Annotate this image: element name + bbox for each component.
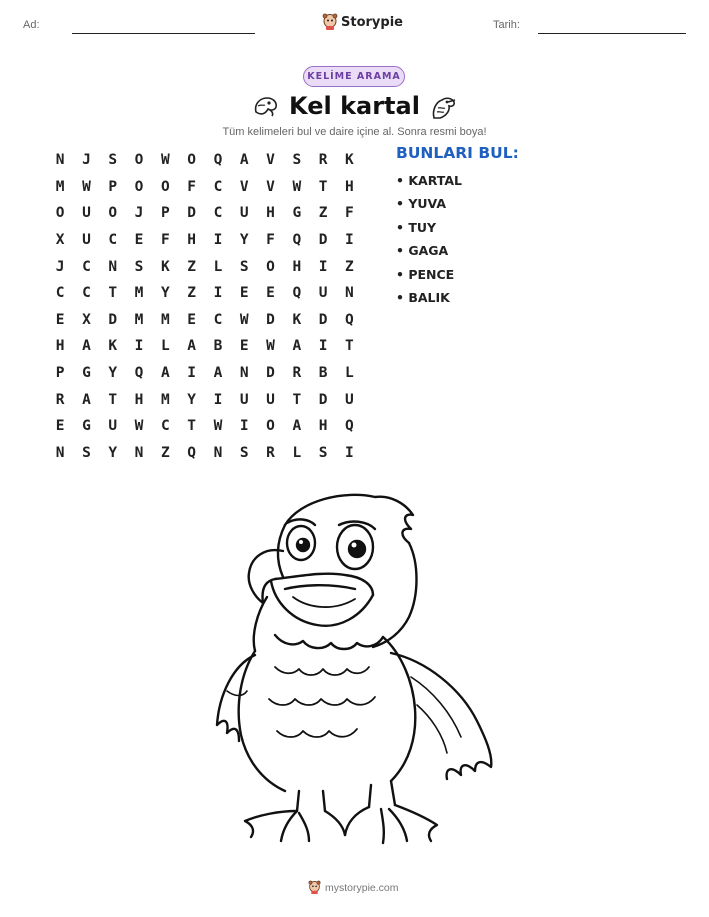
footer: [308, 880, 399, 895]
grid-cell[interactable]: I: [318, 338, 328, 355]
grid-cell[interactable]: N: [213, 444, 223, 461]
grid-cell[interactable]: E: [266, 285, 275, 302]
grid-cell[interactable]: H: [345, 178, 354, 195]
grid-cell[interactable]: I: [345, 444, 354, 461]
grid-cell[interactable]: J: [55, 258, 65, 275]
grid-cell[interactable]: A: [213, 365, 223, 382]
grid-cell[interactable]: H: [187, 232, 196, 249]
grid-cell[interactable]: A: [292, 338, 302, 355]
grid-cell[interactable]: G: [292, 205, 302, 222]
grid-cell[interactable]: F: [345, 205, 354, 222]
grid-cell[interactable]: D: [108, 311, 118, 328]
grid-cell[interactable]: P: [108, 178, 118, 195]
grid-cell[interactable]: O: [134, 178, 144, 195]
grid-cell[interactable]: Y: [239, 232, 249, 249]
grid-cell[interactable]: U: [345, 391, 354, 408]
page-title: Kel kartal: [289, 92, 420, 120]
grid-cell[interactable]: U: [266, 391, 275, 408]
grid-cell[interactable]: J: [134, 205, 144, 222]
grid-cell[interactable]: M: [55, 178, 65, 195]
name-label: Ad:: [23, 19, 40, 31]
activity-badge: KELİME ARAMA: [303, 66, 405, 87]
grid-cell[interactable]: K: [160, 258, 170, 275]
grid-cell[interactable]: A: [239, 152, 249, 169]
grid-cell[interactable]: N: [134, 444, 144, 461]
storypie-mascot-icon: [308, 880, 321, 895]
grid-cell[interactable]: K: [345, 152, 354, 169]
grid-cell[interactable]: I: [213, 391, 223, 408]
grid-cell[interactable]: E: [239, 285, 249, 302]
grid-cell[interactable]: M: [134, 311, 144, 328]
storypie-mascot-icon: [322, 13, 338, 31]
grid-cell[interactable]: X: [82, 311, 91, 328]
grid-cell[interactable]: Y: [108, 365, 118, 382]
grid-cell[interactable]: I: [213, 285, 223, 302]
grid-cell[interactable]: Z: [187, 258, 196, 275]
grid-cell[interactable]: T: [108, 391, 118, 408]
grid-cell[interactable]: D: [318, 311, 328, 328]
grid-cell[interactable]: Z: [345, 258, 354, 275]
grid-cell[interactable]: U: [318, 285, 328, 302]
grid-cell[interactable]: I: [134, 338, 144, 355]
grid-cell[interactable]: V: [266, 152, 275, 169]
word-list-item: • BALIK: [396, 289, 450, 305]
grid-cell[interactable]: A: [292, 418, 302, 435]
word-list-item: • PENCE: [396, 266, 455, 282]
grid-cell[interactable]: N: [55, 152, 65, 169]
footer-url: mystorypie.com: [325, 881, 399, 894]
grid-cell[interactable]: G: [82, 365, 91, 382]
grid-cell[interactable]: V: [239, 178, 249, 195]
grid-cell[interactable]: A: [82, 391, 91, 408]
grid-cell[interactable]: A: [160, 365, 170, 382]
grid-cell[interactable]: I: [213, 232, 223, 249]
grid-cell[interactable]: T: [108, 285, 118, 302]
grid-cell[interactable]: S: [318, 444, 328, 461]
grid-cell[interactable]: R: [318, 152, 328, 169]
grid-cell[interactable]: H: [292, 258, 302, 275]
grid-cell[interactable]: R: [292, 365, 302, 382]
grid-cell[interactable]: Q: [345, 418, 354, 435]
grid-cell[interactable]: A: [187, 338, 196, 355]
grid-cell[interactable]: U: [108, 418, 118, 435]
grid-cell[interactable]: C: [82, 258, 91, 275]
grid-cell[interactable]: K: [292, 311, 302, 328]
grid-cell[interactable]: M: [160, 391, 170, 408]
word-list: [396, 172, 462, 312]
grid-cell[interactable]: C: [213, 205, 223, 222]
grid-cell[interactable]: O: [187, 152, 196, 169]
grid-cell[interactable]: S: [292, 152, 302, 169]
grid-cell[interactable]: H: [55, 338, 65, 355]
grid-cell[interactable]: C: [160, 418, 170, 435]
grid-cell[interactable]: D: [318, 391, 328, 408]
grid-cell[interactable]: W: [134, 418, 144, 435]
grid-cell[interactable]: O: [55, 205, 65, 222]
grid-cell[interactable]: D: [266, 311, 275, 328]
grid-cell[interactable]: O: [108, 205, 118, 222]
grid-cell[interactable]: I: [187, 365, 196, 382]
grid-cell[interactable]: S: [82, 444, 91, 461]
grid-cell[interactable]: K: [108, 338, 118, 355]
grid-cell[interactable]: E: [55, 418, 65, 435]
grid-cell[interactable]: L: [345, 365, 354, 382]
grid-cell[interactable]: O: [160, 178, 170, 195]
grid-cell[interactable]: B: [213, 338, 223, 355]
grid-cell[interactable]: Q: [345, 311, 354, 328]
grid-cell[interactable]: Q: [134, 365, 144, 382]
grid-cell[interactable]: S: [239, 258, 249, 275]
grid-cell[interactable]: U: [239, 205, 249, 222]
grid-cell[interactable]: U: [82, 232, 91, 249]
grid-cell[interactable]: F: [187, 178, 196, 195]
eagle-coloring-image: [205, 485, 505, 855]
grid-cell[interactable]: Z: [318, 205, 328, 222]
instructions: Tüm kelimeleri bul ve daire içine al. Sonra resmi boya!: [222, 126, 487, 138]
grid-cell[interactable]: Z: [187, 285, 196, 302]
grid-cell[interactable]: Q: [292, 285, 302, 302]
grid-cell[interactable]: C: [55, 285, 65, 302]
brand-name: Storypie: [341, 14, 403, 30]
grid-cell[interactable]: E: [134, 232, 144, 249]
grid-cell[interactable]: R: [55, 391, 65, 408]
grid-cell[interactable]: H: [266, 205, 275, 222]
word-list-item: • GAGA: [396, 243, 449, 259]
find-heading: BUNLARI BUL:: [396, 144, 519, 162]
grid-cell[interactable]: T: [292, 391, 302, 408]
grid-cell[interactable]: N: [239, 365, 249, 382]
name-line: [72, 33, 255, 34]
grid-cell[interactable]: L: [292, 444, 302, 461]
grid-cell[interactable]: N: [345, 285, 354, 302]
grid-cell[interactable]: N: [55, 444, 65, 461]
word-list-item: • KARTAL: [396, 173, 462, 188]
word-search-grid: [47, 147, 363, 466]
grid-cell[interactable]: D: [187, 205, 196, 222]
date-label: Tarih:: [493, 19, 520, 31]
grid-cell[interactable]: Z: [160, 444, 170, 461]
grid-cell[interactable]: O: [134, 152, 144, 169]
grid-cell[interactable]: H: [318, 418, 328, 435]
grid-cell[interactable]: R: [266, 444, 275, 461]
grid-cell[interactable]: Q: [213, 152, 223, 169]
grid-cell[interactable]: W: [266, 338, 275, 355]
grid-cell[interactable]: W: [160, 152, 170, 169]
grid-cell[interactable]: C: [108, 232, 118, 249]
grid-cell[interactable]: S: [134, 258, 144, 275]
grid-cell[interactable]: M: [160, 311, 170, 328]
grid-cell[interactable]: C: [213, 178, 223, 195]
date-line: [538, 33, 686, 34]
grid-cell[interactable]: Q: [292, 232, 302, 249]
grid-cell[interactable]: D: [266, 365, 275, 382]
grid-cell[interactable]: Y: [108, 444, 118, 461]
grid-cell[interactable]: D: [318, 232, 328, 249]
eagle-doodle-icon: [428, 94, 458, 122]
grid-cell[interactable]: Y: [187, 391, 196, 408]
word-list-item: • TUY: [396, 219, 437, 235]
brand: [322, 13, 403, 31]
grid-cell[interactable]: C: [82, 285, 91, 302]
grid-cell[interactable]: U: [82, 205, 91, 222]
grid-cell[interactable]: T: [187, 418, 196, 435]
grid-cell[interactable]: S: [239, 444, 249, 461]
word-list-item: • YUVA: [396, 196, 447, 212]
grid-cell[interactable]: M: [134, 285, 144, 302]
grid-cell[interactable]: V: [266, 178, 275, 195]
grid-cell[interactable]: W: [292, 178, 302, 195]
grid-cell[interactable]: S: [108, 152, 118, 169]
grid-cell[interactable]: Y: [160, 285, 170, 302]
grid-cell[interactable]: N: [108, 258, 118, 275]
grid-cell[interactable]: I: [318, 258, 328, 275]
grid-cell[interactable]: T: [345, 338, 354, 355]
grid-cell[interactable]: L: [160, 338, 170, 355]
grid-cell[interactable]: C: [213, 311, 223, 328]
grid-cell[interactable]: T: [318, 178, 328, 195]
grid-cell[interactable]: I: [345, 232, 354, 249]
grid-cell[interactable]: U: [239, 391, 249, 408]
grid-cell[interactable]: W: [213, 418, 223, 435]
grid-cell[interactable]: P: [160, 205, 170, 222]
grid-cell[interactable]: I: [239, 418, 249, 435]
grid-cell[interactable]: W: [239, 311, 249, 328]
grid-cell[interactable]: O: [266, 258, 275, 275]
grid-cell[interactable]: E: [239, 338, 249, 355]
grid-cell[interactable]: B: [318, 365, 328, 382]
grid-cell[interactable]: F: [160, 232, 170, 249]
grid-cell[interactable]: F: [266, 232, 275, 249]
grid-cell[interactable]: O: [266, 418, 275, 435]
grid-cell[interactable]: E: [55, 311, 65, 328]
grid-cell[interactable]: H: [134, 391, 144, 408]
grid-cell[interactable]: A: [82, 338, 91, 355]
grid-cell[interactable]: L: [213, 258, 223, 275]
grid-cell[interactable]: W: [82, 178, 91, 195]
grid-cell[interactable]: Q: [187, 444, 196, 461]
grid-cell[interactable]: G: [82, 418, 91, 435]
grid-cell[interactable]: E: [187, 311, 196, 328]
grid-cell[interactable]: J: [82, 152, 91, 169]
grid-cell[interactable]: X: [55, 232, 65, 249]
grid-cell[interactable]: P: [55, 365, 65, 382]
